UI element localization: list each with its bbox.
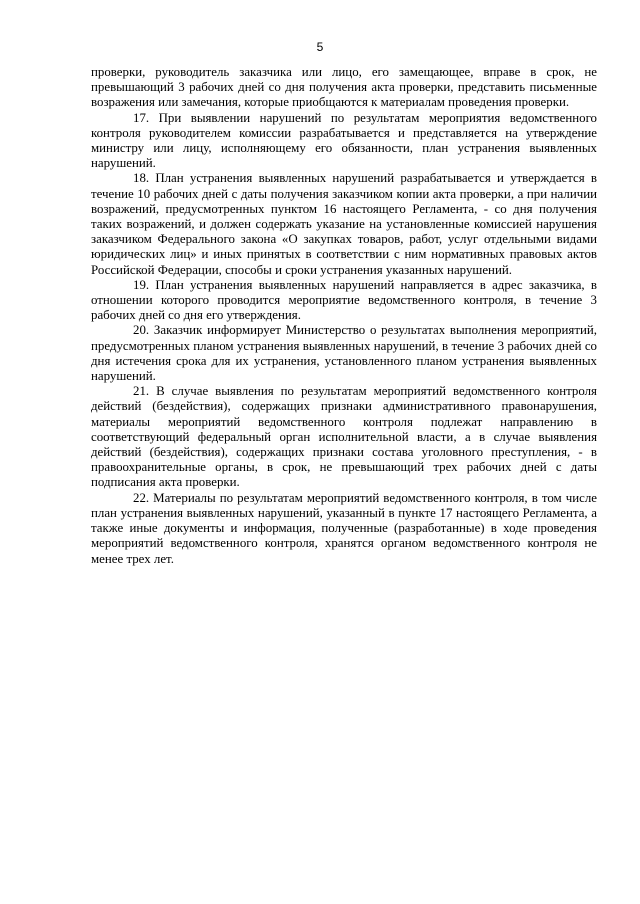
paragraph-18: 18. План устранения выявленных нарушений разрабатывается и утверждается в течение 10 рабочих дней с даты получения заказчиком копии акта проверки, а при наличии возражений, предусмотренных пунктом 16 настоящего Регламента, - со дня получения таких возражений, и должен содержать указание на установленные комиссией нарушения заказчиком Федерального закона «О закупках товаров, работ, услуг отдельными видами юридических лиц» и иных принятых в соответствии с ним нормативных правовых актов Российской Федерации, способы и сроки устранения указанных нарушений. xyxy=(91,171,597,277)
document-body xyxy=(91,65,597,567)
page-number: 5 xyxy=(316,40,324,54)
paragraph-21: 21. В случае выявления по результатам мероприятий ведомственного контроля действий (бездействия), содержащих признаки административного правонарушения, материалы мероприятий ведомственного контроля подлежат направлению в соответствующий федеральный орган исполнительной власти, а в случае выявления действий (бездействия), содержащих признаки состава уголовного преступления, - в правоохранительные органы, в срок, не превышающий трех рабочих дней с даты подписания акта проверки. xyxy=(91,384,597,490)
paragraph-20: 20. Заказчик информирует Министерство о результатах выполнения мероприятий, предусмотренных планом устранения выявленных нарушений, в течение 3 рабочих дней со дня истечения срока для их устранения, установленного планом устранения выявленных нарушений. xyxy=(91,323,597,384)
paragraph-17: 17. При выявлении нарушений по результатам мероприятия ведомственного контроля руководителем комиссии разрабатывается и представляется на утверждение министру или лицу, исполняющему его обязанности, план устранения выявленных нарушений. xyxy=(91,110,597,171)
paragraph-19: 19. План устранения выявленных нарушений направляется в адрес заказчика, в отношении которого проводится мероприятие ведомственного контроля, в течение 3 рабочих дней со дня его утверждения. xyxy=(91,277,597,323)
paragraph-continuation: проверки, руководитель заказчика или лицо, его замещающее, вправе в срок, не превышающий 3 рабочих дней со дня получения акта проверки, представить письменные возражения или замечания, которые приобщаются к материалам проведения проверки. xyxy=(91,65,597,110)
paragraph-22: 22. Материалы по результатам мероприятий ведомственного контроля, в том числе план устранения выявленных нарушений, указанный в пункте 17 настоящего Регламента, а также иные документы и информация, полученные (разработанные) в ходе проведения мероприятий ведомственного контроля, хранятся органом ведомственного контроля не менее трех лет. xyxy=(91,490,597,566)
